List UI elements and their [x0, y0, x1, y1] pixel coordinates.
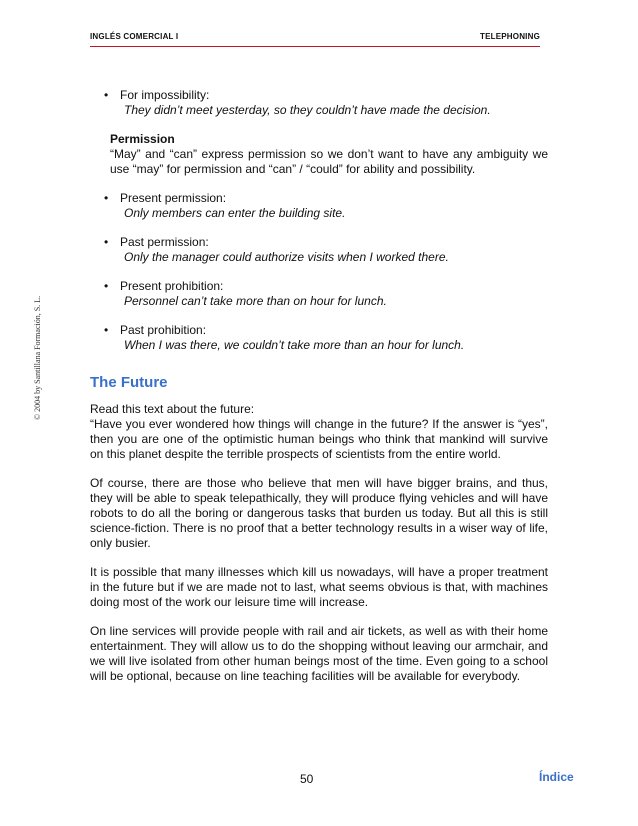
header-course-title: INGLÉS COMERCIAL I: [90, 32, 179, 41]
bullet-example: They didn’t meet yesterday, so they couldn’t have made the decision.: [124, 103, 491, 117]
intro-text: Read this text about the future:: [90, 402, 255, 416]
bullet-example: Only members can enter the building site.: [124, 206, 346, 220]
bullet-label: Present prohibition:: [120, 279, 224, 293]
permission-text: “May” and “can” express permission so we don’t want to have any ambiguity we use “may” for permission and “can” / “could” for ability and possibility.: [110, 147, 548, 176]
page-content: [90, 88, 548, 698]
list-item: [90, 191, 548, 221]
permission-block: [90, 132, 548, 177]
list-item: [90, 235, 548, 265]
bullet-icon: •: [104, 235, 109, 249]
bullet-example: Only the manager could authorize visits when I worked there.: [124, 250, 449, 264]
bullet-label: Past prohibition:: [120, 323, 207, 337]
bullet-example: When I was there, we couldn’t take more than an hour for lunch.: [124, 338, 465, 352]
list-item: [90, 279, 548, 309]
index-link[interactable]: Índice: [539, 770, 574, 784]
page-header: [90, 30, 540, 47]
bullet-icon: •: [104, 191, 109, 205]
copyright-sidebar: © 2004 by Santillana Formación, S. L.: [33, 295, 42, 420]
permission-heading: Permission: [110, 132, 175, 146]
list-item: [90, 88, 548, 118]
bullet-example: Personnel can’t take more than on hour for lunch.: [124, 294, 387, 308]
paragraph: “Have you ever wondered how things will change in the future? If the answer is “yes”, then you are one of the optimistic human beings who think that mankind will survive on this planet despite the terrible prospects of scientists from the entire world.: [90, 417, 548, 461]
section-title: The Future: [90, 374, 168, 391]
bullet-label: Present permission:: [120, 191, 227, 205]
bullet-label: For impossibility:: [120, 88, 210, 102]
bullet-label: Past permission:: [120, 235, 209, 249]
paragraph: Of course, there are those who believe that men will have bigger brains, and thus, they will be able to speak telepathically, they will produce flying vehicles and will have robots to do all the boring or dangerous tasks that burden us today. But all this is still science-fiction. There is no proof that a better technology results in a wiser way of life, only busier.: [90, 476, 548, 550]
bullet-icon: •: [104, 88, 109, 102]
bullet-icon: •: [104, 279, 109, 293]
list-item: [90, 323, 548, 353]
paragraph: On line services will provide people with rail and air tickets, as well as with their home entertainment. They will allow us to do the shopping without leaving our armchair, and we will live isolated from other human beings most of the time. Even going to a school will be optional, because on line teaching facilities will be available for everybody.: [90, 624, 548, 683]
paragraph: It is possible that many illnesses which kill us nowadays, will have a proper treatment in the future but if we are made not to last, what seems obvious is that, with machines doing most of the work our leisure time will increase.: [90, 565, 548, 609]
page-number: 50: [300, 772, 314, 786]
bullet-icon: •: [104, 323, 109, 337]
header-section-title: TELEPHONING: [480, 32, 540, 41]
